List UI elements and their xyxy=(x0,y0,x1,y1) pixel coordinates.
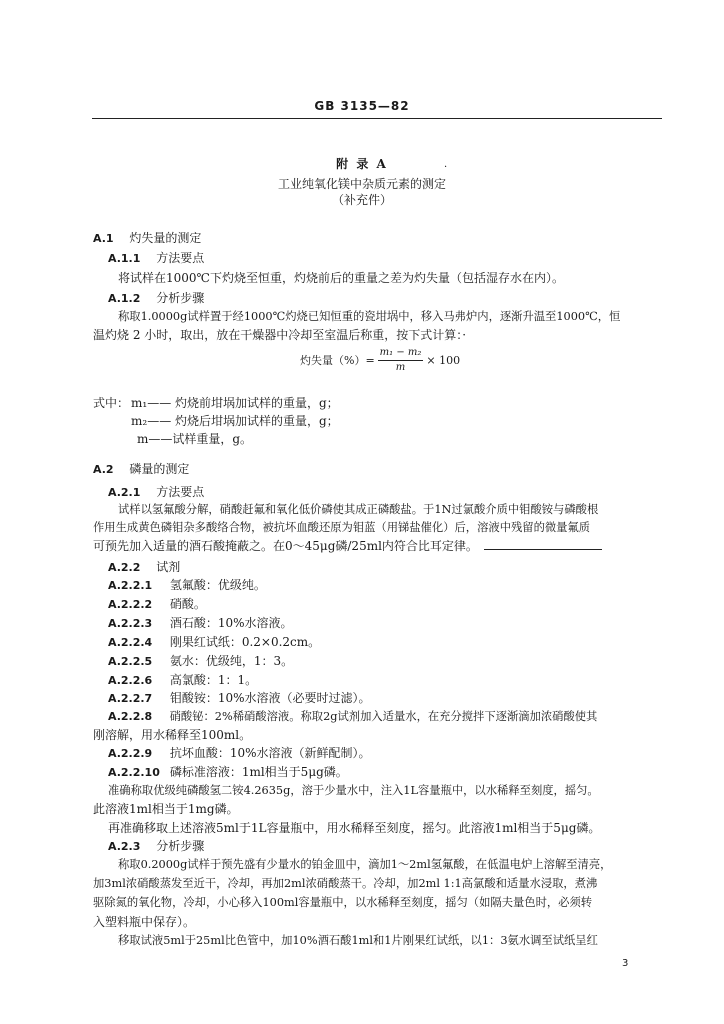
section-title: 试剂 xyxy=(156,560,181,574)
where-line: m₂—— 灼烧后坩埚加试样的重量，g； xyxy=(131,414,339,428)
formula-numerator: m₁ − m₂ xyxy=(378,347,424,361)
section-title: 灼失量的测定 xyxy=(129,231,202,245)
section-title: 磷量的测定 xyxy=(129,462,190,476)
section-number: A.2.2 xyxy=(108,561,141,574)
reagent-number: A.2.2.7 xyxy=(108,692,153,705)
paragraph-line: 将试样在1000℃下灼烧至恒重，灼烧前后的重量之差为灼失量（包括湿存水在内）。 xyxy=(118,271,564,285)
paragraph-line: 称取0.2000g试样于预先盛有少量水的铂金皿中，滴加1～2ml氢氟酸，在低温电炉上溶解至清亮， xyxy=(118,858,612,871)
reagent-number: A.2.2.8 xyxy=(108,710,153,723)
paragraph-line xyxy=(93,539,602,553)
reagent-text: 高氯酸：1：1。 xyxy=(169,673,258,687)
reagent-number: A.2.2.10 xyxy=(108,766,160,779)
reagent-item xyxy=(108,654,293,669)
reagent-item xyxy=(108,765,348,780)
section-number: A.2.3 xyxy=(108,840,141,853)
section-title: 分析步骤 xyxy=(156,839,205,853)
formula-factor: × 100 xyxy=(426,353,461,367)
reagent-number: A.2.2.2 xyxy=(108,598,153,611)
section-number: A.1.2 xyxy=(108,292,141,305)
section-title: 方法要点 xyxy=(156,485,205,499)
reagent-number: A.2.2.6 xyxy=(108,674,153,687)
reagent-item xyxy=(108,597,206,612)
reagent-item xyxy=(108,635,320,650)
appendix-title: 工业纯氧化镁中杂质元素的测定 xyxy=(277,177,446,191)
where-line: m——试样重量，g。 xyxy=(137,432,253,446)
reagent-text: 硝酸。 xyxy=(169,597,206,611)
header-rule xyxy=(92,118,662,119)
section-a23-heading xyxy=(108,839,204,854)
where-line: m₁—— 灼烧前坩埚加试样的重量，g； xyxy=(131,396,339,410)
reagent-text: 抗坏血酸：10%水溶液（新鲜配制）。 xyxy=(169,746,371,760)
reagent-number: A.2.2.4 xyxy=(108,636,153,649)
reagent-text: 钼酸铵：10%水溶液（必要时过滤）。 xyxy=(169,691,371,705)
formula-fraction xyxy=(378,347,424,374)
section-number: A.1.1 xyxy=(108,252,141,265)
paragraph-line: 加3ml浓硝酸蒸发至近干，冷却，再加2ml浓硝酸蒸干。冷却，加2ml 1:1高氯酸和适量水浸取，煮沸 xyxy=(93,877,598,890)
section-a12-heading xyxy=(108,291,204,306)
paragraph-text: 可预先加入适量的酒石酸掩蔽之。在0～45μg磷/25ml内符合比耳定律。 xyxy=(93,539,478,553)
reagent-text: 磷标准溶液：1ml相当于5μg磷。 xyxy=(169,765,348,779)
page-number: 3 xyxy=(622,958,629,969)
standard-header: GB 3135—82 xyxy=(314,99,410,113)
section-a2-heading xyxy=(93,462,189,477)
paragraph-line: 温灼烧 2 小时，取出，放在干燥器中冷却至室温后称重，按下式计算：· xyxy=(93,328,467,342)
reagent-text: 酒石酸：10%水溶液。 xyxy=(169,616,293,630)
section-a22-heading xyxy=(108,560,180,575)
where-prefix: 式中： xyxy=(93,396,130,410)
reagent-number: A.2.2.5 xyxy=(108,655,153,668)
appendix-note: （补充件） xyxy=(331,193,392,207)
section-number: A.2.1 xyxy=(108,486,141,499)
reagent-number: A.2.2.3 xyxy=(108,617,153,630)
section-a11-heading xyxy=(108,251,204,266)
section-title: 方法要点 xyxy=(156,251,205,265)
underline-rule xyxy=(484,539,602,550)
reagent-text: 刚果红试纸：0.2×0.2cm。 xyxy=(169,635,321,649)
paragraph-line: 驱除氮的氧化物，冷却，小心移入100ml容量瓶中，以水稀释至刻度，摇匀（如隔夫量色时，必须转 xyxy=(93,896,593,909)
paragraph-line: 移取试液5ml于25ml比色管中，加10%酒石酸1ml和1片刚果红试纸，以1：3氨水调至试纸呈红 xyxy=(118,934,598,947)
paragraph-line: 刚溶解，用水稀释至100ml。 xyxy=(93,728,252,742)
reagent-text: 硝酸铋：2%稀硝酸溶液。称取2g试剂加入适量水，在充分搅拌下逐渐滴加浓硝酸使其 xyxy=(169,710,598,723)
reagent-item xyxy=(108,673,257,688)
section-a1-heading xyxy=(93,231,201,246)
paragraph-line: 称取1.0000g试样置于经1000℃灼烧已知恒重的瓷坩埚中，移入马弗炉内，逐渐升温至1000℃，恒 xyxy=(118,310,621,323)
section-title: 分析步骤 xyxy=(156,291,205,305)
section-a21-heading xyxy=(108,485,204,500)
reagent-item xyxy=(108,616,293,631)
paragraph-line: 再准确移取上述溶液5ml于1L容量瓶中，用水稀释至刻度，摇匀。此溶液1ml相当于5μg磷。 xyxy=(108,821,601,835)
formula-lhs: 灼失量（%）= xyxy=(300,353,375,367)
appendix-label: 附 录 A xyxy=(336,157,388,171)
reagent-text: 氢氟酸：优级纯。 xyxy=(169,578,266,592)
reagent-item xyxy=(108,710,597,724)
reagent-item xyxy=(108,746,371,761)
paragraph-line: 入塑料瓶中保存）。 xyxy=(93,915,196,929)
paragraph-line: 试样以氢氟酸分解，硝酸赶氟和氧化低价磷使其成正磷酸盐。于1N过氯酸介质中钼酸铵与磷酸根 xyxy=(118,503,599,516)
paragraph-line: 作用生成黄色磷钼杂多酸络合物，被抗坏血酸还原为钼蓝（用锑盐催化）后，溶液中残留的微量氟质 xyxy=(93,521,591,534)
stray-mark: · xyxy=(444,162,448,173)
reagent-text: 氨水：优级纯，1：3。 xyxy=(169,654,294,668)
paragraph-line: 此溶液1ml相当于1mg磷。 xyxy=(93,802,239,816)
loss-on-ignition-formula xyxy=(300,347,460,374)
formula-denominator: m xyxy=(395,362,406,373)
paragraph-line: 准确称取优级纯磷酸氢二铵4.2635g，溶于少量水中，注入1L容量瓶中，以水稀释至刻度，摇匀。 xyxy=(108,784,599,797)
reagent-number: A.2.2.1 xyxy=(108,579,153,592)
section-number: A.2 xyxy=(93,463,114,476)
reagent-number: A.2.2.9 xyxy=(108,747,153,760)
reagent-item xyxy=(108,691,371,706)
section-number: A.1 xyxy=(93,232,114,245)
reagent-item xyxy=(108,578,266,593)
